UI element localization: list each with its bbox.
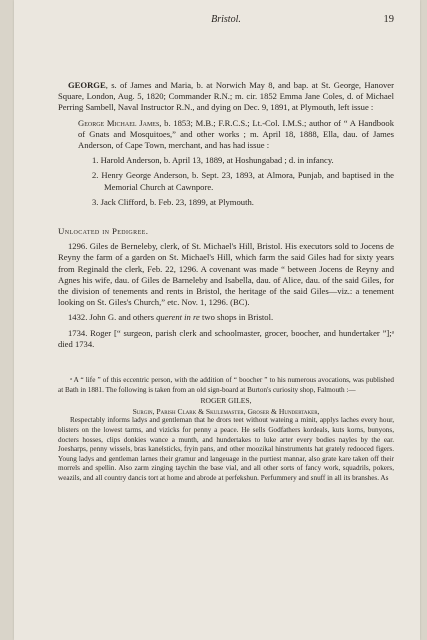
child-name: George Michael James: [78, 117, 160, 128]
running-head: Bristol.: [211, 14, 241, 25]
record-1432-latin: querent in re: [156, 312, 200, 323]
footnote: [58, 376, 394, 484]
footnote-sign-titles: Surgin, Parish Clark & Skulemaster, Groser & Hundertaker,: [132, 406, 320, 416]
entry-name: GEORGE: [68, 80, 106, 90]
record-1432: [58, 312, 394, 323]
child-entry: [78, 118, 394, 152]
footnote-intro: ᵃ A “ life ” of this eccentric person, with the addition of “ boocher ” to his numerous avocations, was published at Bath in 1881. The following is taken from an old sign-board at Burton's curiosity shop, Falmouth :—: [58, 376, 394, 394]
grandchild-entry: 1. Harold Anderson, b. April 13, 1889, at Hoshungabad ; d. in infancy.: [92, 155, 334, 166]
record-1432-text: 1432. John G. and others: [68, 312, 157, 323]
footnote-sign-body: Respectably informs ladys and gentleman that he drors teet without wateing a minit, applys laches every hour, blisters on the lowest tarms, and vizicks for penny a peace. He sells Godfathers kordeals, kuts korns, bunyons, docters hosses, clips donkies wance a munth, and hundertakes to luke arter every bodies nayles by the ear. Joesharps, penny wissels, bras kanelsticks, fryin pans, and other moozikal hinstruments hat grately redooced figers. Young ladys and gentleman larnes their gramur and langeuage in the purtiest mannar, also grate kare taken off their morrels and spellin. Also zarm zinging taychin the base vial, and all other sorts of fancy work, squadrils, pokers, weazils, and all country dancis tort at home and abrode at perfekshun. Perfummery and snuff in all its branshes. As: [58, 416, 394, 482]
grandchild-entry: 2. Henry George Anderson, b. Sept. 23, 1893, at Almora, Punjab, and baptised in the Memorial Church at Cawnpore.: [92, 170, 394, 192]
genealogy-entry: [58, 80, 394, 114]
child-text: , b. 1853; M.B.; F.R.C.S.; Lt.-Col. I.M.S.; author of “ A Handbook of Gnats and Mosquitoes,” and other works ; m. April 18, 1888, Ella, dau. of James Anderson, of Cape Town, merchant, and has had issue :: [78, 117, 394, 151]
record-1296: 1296. Giles de Berneleby, clerk, of St. Michael's Hill, Bristol. His executors sold to Jocens de Reyny the farm of a garden on St. Michael's Hill, which farm the said Giles had for sixty years from Reginald the clerk, Feb. 22, 1296. A covenant was made “ between Jocens de Reyny and Agnes his wife, dau. of Giles de Barneleby and Isabella, dau. of Alice, dau. of the said Giles, for the division of tenements and rents in Bristol, the heritage of the said Giles—viz.: a tenement looking on St. Giles's Church,” etc. Nov. 1, 1296. (BC).: [58, 241, 394, 308]
grandchild-entry: 3. Jack Clifford, b. Feb. 23, 1899, at Plymouth.: [92, 196, 254, 207]
page-content: [58, 0, 394, 484]
section-heading: Unlocated in Pedigree.: [58, 226, 149, 237]
record-1734: 1734. Roger [“ surgeon, parish clerk and schoolmaster, grocer, boocher, and hundertaker ”];ᵃ died 1734.: [58, 327, 394, 349]
record-1432-text-end: two shops in Bristol.: [199, 312, 274, 323]
page-number: 19: [383, 14, 394, 25]
footnote-sign-name: ROGER GILES,: [200, 396, 252, 406]
page-header: [58, 0, 394, 40]
book-page: [14, 0, 420, 640]
entry-text: , s. of James and Maria, b. at Norwich May 8, and bap. at St. George, Hanover Square, London, Aug. 5, 1820; Commander R.N.; m. cir. 1852 Emma Jane Coles, d. of Michael Perring Sambell, Naval Instructor R.N., and dying on Dec. 9, 1891, at Plymouth, left issue :: [58, 80, 394, 113]
